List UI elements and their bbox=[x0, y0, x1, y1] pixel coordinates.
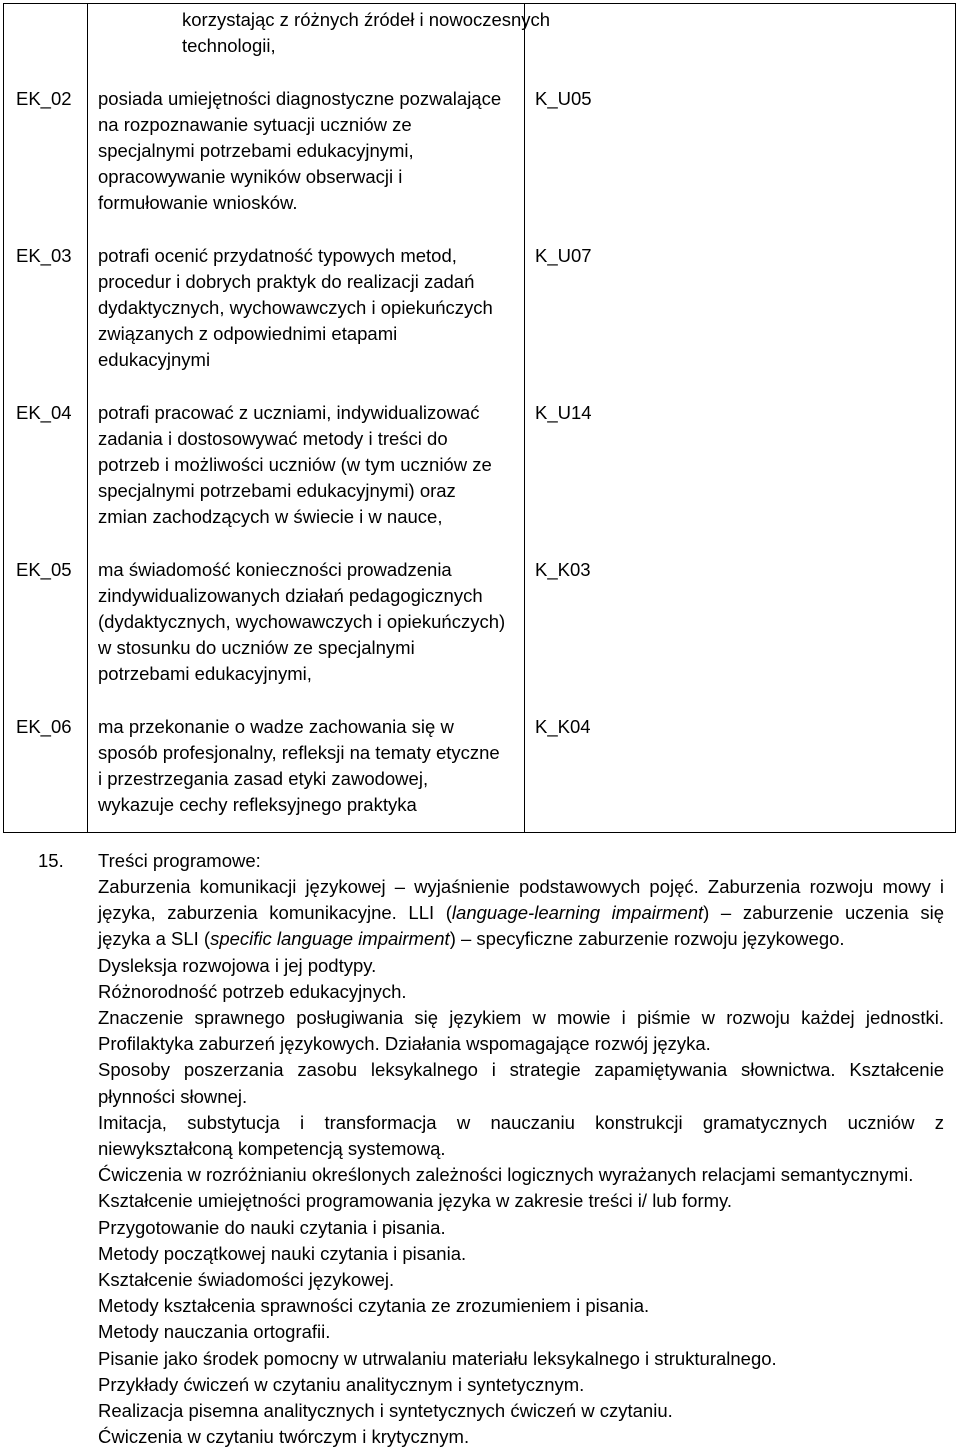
outcome-reference: K_U07 bbox=[535, 245, 592, 266]
text-line: na rozpoznawanie sytuacji uczniów ze bbox=[98, 114, 412, 135]
program-content-line bbox=[98, 1110, 944, 1136]
text-run: ) – zaburzenie uczenia się bbox=[703, 902, 944, 924]
text-run: Przykłady ćwiczeń w czytaniu analitycznym i syntetycznym. bbox=[98, 1373, 585, 1395]
text-line: wykazuje cechy refleksyjnego praktyka bbox=[98, 794, 417, 815]
text-line: opracowywanie wyników obserwacji i bbox=[98, 166, 403, 187]
outcome-code: EK_02 bbox=[16, 88, 72, 109]
outcome-reference-column bbox=[525, 4, 956, 833]
text-run: Realizacja pisemna analitycznych i syntetycznych ćwiczeń w czytaniu. bbox=[98, 1400, 673, 1421]
text-line: edukacyjnymi bbox=[98, 349, 211, 370]
program-content-line bbox=[98, 1398, 944, 1424]
outcome-code: EK_03 bbox=[16, 245, 72, 266]
learning-outcomes-table bbox=[3, 3, 956, 833]
text-line: związanych z odpowiednimi etapami bbox=[98, 323, 398, 344]
text-line: ma świadomość konieczności prowadzenia bbox=[98, 559, 452, 580]
text-line: korzystając z różnych źródeł i nowoczesnych bbox=[182, 9, 551, 30]
text-run: Sposoby poszerzania zasobu leksykalnego i strategie zapamiętywania słownictwa. Kształcenie bbox=[98, 1059, 944, 1081]
text-line: potrzebami edukacyjnymi, bbox=[98, 663, 312, 684]
text-run: Metody początkowej nauki czytania i pisania. bbox=[98, 1242, 467, 1264]
outcome-reference: K_K03 bbox=[535, 559, 591, 580]
text-line: technologii, bbox=[182, 35, 276, 56]
program-content-line bbox=[98, 1215, 944, 1241]
text-line: sposób profesjonalny, refleksji na tematy etyczne bbox=[98, 742, 500, 763]
text-run: Metody nauczania ortografii. bbox=[98, 1321, 331, 1343]
text-line: potrzeb i możliwości uczniów (w tym uczniów ze bbox=[98, 454, 492, 475]
text-run: płynności słownej. bbox=[98, 1085, 248, 1107]
outcome-description bbox=[98, 400, 492, 530]
text-run: Ćwiczenia w czytaniu twórczym i krytycznym. bbox=[98, 1426, 470, 1448]
text-line: posiada umiejętności diagnostyczne pozwalające bbox=[98, 88, 502, 109]
italic-term: language-learning impairment bbox=[451, 902, 704, 924]
outcome-code: EK_04 bbox=[16, 402, 72, 423]
program-content-line bbox=[98, 926, 944, 952]
text-line: i przestrzegania zasad etyki zawodowej, bbox=[98, 768, 429, 789]
text-run: Ćwiczenia w rozróżnianiu określonych zależności logicznych wyrażanych relacjami semantycznymi. bbox=[98, 1164, 914, 1186]
text-run: języka, zaburzenia komunikacyjne. LLI ( bbox=[98, 902, 452, 924]
text-line: ma przekonanie o wadze zachowania się w bbox=[98, 716, 454, 737]
outcome-code: EK_05 bbox=[16, 559, 72, 580]
program-content-line bbox=[98, 1162, 944, 1188]
text-run: Kształcenie świadomości językowej. bbox=[98, 1269, 395, 1290]
outcome-reference: K_K04 bbox=[535, 716, 591, 737]
program-content-line bbox=[98, 1057, 944, 1083]
text-line: dydaktycznych, wychowawczych i opiekuńczych bbox=[98, 297, 493, 318]
outcome-description bbox=[98, 243, 493, 373]
text-run: Przygotowanie do nauki czytania i pisania. bbox=[98, 1216, 446, 1238]
text-run: Profilaktyka zaburzeń językowych. Działania wspomagające rozwój języka. bbox=[98, 1033, 711, 1055]
text-line: procedur i dobrych praktyk do realizacji zadań bbox=[98, 271, 475, 292]
text-run: Znaczenie sprawnego posługiwania się językiem w mowie i piśmie w rozwoju każdej jednostki. bbox=[98, 1007, 944, 1028]
text-line: (dydaktycznych, wychowawczych i opiekuńczych) bbox=[98, 611, 506, 632]
program-content-line bbox=[98, 1136, 944, 1162]
program-content-line bbox=[98, 1267, 944, 1293]
program-content-line bbox=[98, 1319, 944, 1345]
section-number: 15. bbox=[38, 850, 64, 871]
text-run: Imitacja, substytucja i transformacja w nauczaniu konstrukcji gramatycznych uczniów z bbox=[98, 1111, 944, 1133]
text-line: zmian zachodzących w świecie i w nauce, bbox=[98, 506, 443, 527]
text-run: języka a SLI ( bbox=[98, 928, 211, 950]
italic-term: specific language impairment bbox=[210, 928, 450, 950]
program-content-line bbox=[98, 1241, 944, 1267]
text-line: potrafi pracować z uczniami, indywidualizować bbox=[98, 402, 480, 423]
outcome-description bbox=[98, 557, 505, 687]
text-run: Dysleksja rozwojowa i jej podtypy. bbox=[98, 954, 377, 976]
program-content-line bbox=[98, 1293, 944, 1319]
text-line: potrafi ocenić przydatność typowych metod, bbox=[98, 245, 457, 266]
program-content-line bbox=[98, 1031, 944, 1057]
program-content-line bbox=[98, 953, 944, 979]
program-content-line bbox=[98, 1372, 944, 1398]
program-content-line bbox=[98, 874, 944, 900]
text-line: zadania i dostosowywać metody i treści do bbox=[98, 428, 448, 449]
outcome-reference: K_U05 bbox=[535, 88, 592, 109]
text-run: niewykształconą kompetencją systemową. bbox=[98, 1138, 446, 1159]
program-content-line bbox=[98, 900, 944, 926]
text-line: specjalnymi potrzebami edukacyjnymi) oraz bbox=[98, 480, 456, 501]
text-run: Pisanie jako środek pomocny w utrwalaniu materiału leksykalnego i strukturalnego. bbox=[98, 1347, 777, 1369]
program-content-line bbox=[98, 1188, 944, 1214]
text-line: formułowanie wniosków. bbox=[98, 192, 298, 213]
table-row bbox=[4, 4, 956, 833]
outcome-description bbox=[98, 714, 500, 818]
outcome-description-column bbox=[88, 4, 551, 833]
text-run: Metody kształcenia sprawności czytania ze zrozumieniem i pisania. bbox=[98, 1295, 650, 1317]
text-run: ) – specyficzne zaburzenie rozwoju językowego. bbox=[449, 928, 845, 950]
text-run: Kształcenie umiejętności programowania języka w zakresie treści i/ lub formy. bbox=[98, 1190, 733, 1212]
text-line: w stosunku do uczniów ze specjalnymi bbox=[98, 637, 415, 658]
text-line: zindywidualizowanych działań pedagogicznych bbox=[98, 585, 483, 606]
outcome-description bbox=[98, 86, 501, 216]
continuation-text bbox=[182, 7, 550, 59]
program-content-line bbox=[98, 1005, 944, 1031]
program-content-line bbox=[98, 979, 944, 1005]
program-content-line bbox=[98, 1346, 944, 1372]
outcome-reference: K_U14 bbox=[535, 402, 592, 423]
text-run: Różnorodność potrzeb edukacyjnych. bbox=[98, 980, 407, 1002]
section-title: Treści programowe: bbox=[98, 850, 261, 871]
text-run: Zaburzenia komunikacji językowej – wyjaśnienie podstawowych pojęć. Zaburzenia rozwoju mowy i bbox=[98, 876, 944, 897]
outcome-code-column bbox=[4, 4, 88, 833]
program-content-line bbox=[98, 1424, 944, 1450]
program-content-line bbox=[98, 1084, 944, 1110]
text-line: specjalnymi potrzebami edukacyjnymi, bbox=[98, 140, 414, 161]
outcome-code: EK_06 bbox=[16, 716, 72, 737]
